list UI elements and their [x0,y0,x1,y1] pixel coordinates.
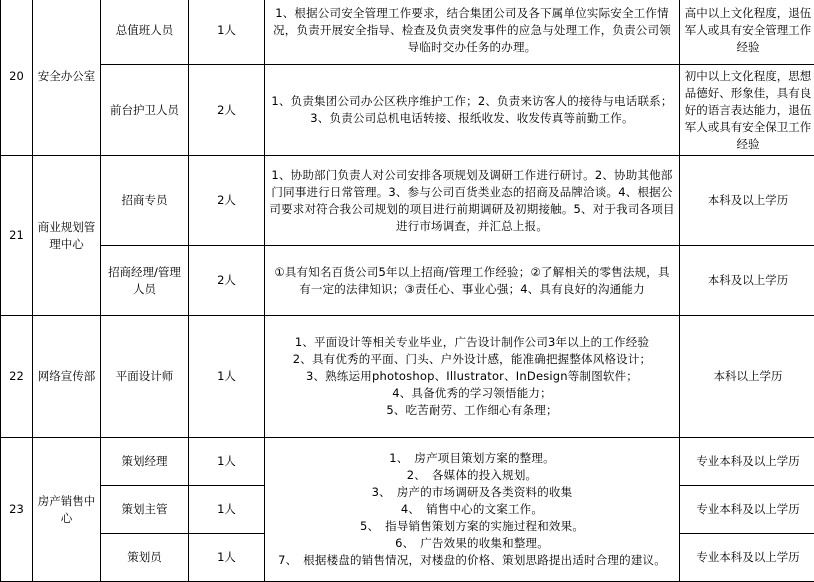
department-cell: 安全办公室 [33,0,101,156]
headcount: 1人 [189,534,265,582]
table-row [1,246,814,316]
department-cell: 网络宣传部 [33,316,101,438]
duty-line: 7、 根据楼盘的销售情况，对楼盘的价格、策划思路提出适时合理的建议。 [269,552,675,569]
requirements-cell: 本科及以上学历 [680,156,814,246]
duties-cell: 1、根据公司安全管理工作要求，结合集团公司及各下属单位实际安全工作情况，负责开展安全指导、检查及负责突发事件的应急与处理工作，负责公司领导临时交办任务的办理。 [265,0,680,65]
position-title: 策划主管 [101,486,189,534]
row-number: 22 [1,316,33,438]
requirements-cell: 本科以上学历 [680,316,814,438]
duty-line: 3、 房产的市场调研及各类资料的收集 [269,484,675,501]
requirements-cell: 高中以上文化程度，退伍军人或具有安全管理工作经验 [680,0,814,65]
headcount: 2人 [189,65,265,156]
requirements-cell: 专业本科及以上学历 [680,438,814,486]
duties-cell: 1、负责集团公司办公区秩序维护工作；2、负责来访客人的接待与电话联系；3、负责公司总机电话转接、报纸收发、收发传真等前勤工作。 [265,65,680,156]
duties-cell: ①具有知名百货公司5年以上招商/管理工作经验；②了解相关的零售法规，具有一定的法律知识；③责任心、事业心强；4、具有良好的沟通能力 [265,246,680,316]
duty-line: 2、 各媒体的投入规划。 [269,467,675,484]
table-row [1,316,814,438]
headcount: 1人 [189,0,265,65]
department-cell: 房产销售中心 [33,438,101,582]
requirements-cell: 专业本科及以上学历 [680,486,814,534]
duty-line: 1、 房产项目策划方案的整理。 [269,450,675,467]
requirements-cell: 本科及以上学历 [680,246,814,316]
duty-line: 6、 广告效果的收集和整理。 [269,535,675,552]
position-title: 平面设计师 [101,316,189,438]
duty-line: 4、具备优秀的学习领悟能力； [269,385,675,402]
position-title: 招商经理/管理人员 [101,246,189,316]
position-title: 前台护卫人员 [101,65,189,156]
headcount: 1人 [189,486,265,534]
row-number: 23 [1,438,33,582]
requirements-cell: 专业本科及以上学历 [680,534,814,582]
position-title: 招商专员 [101,156,189,246]
headcount: 2人 [189,156,265,246]
table-row [1,65,814,156]
duty-line: 4、 销售中心的文案工作。 [269,501,675,518]
requirements-cell: 初中以上文化程度，思想品德好、形象佳，具有良好的语言表达能力，退伍军人或具有安全保卫工作经验 [680,65,814,156]
position-title: 总值班人员 [101,0,189,65]
table-row [1,438,814,486]
table-row [1,156,814,246]
duties-cell [265,438,680,582]
headcount: 1人 [189,438,265,486]
duty-line: 5、吃苦耐劳、工作细心有条理； [269,402,675,419]
table-row [1,0,814,65]
position-title: 策划经理 [101,438,189,486]
duty-line: 5、 指导销售策划方案的实施过程和效果。 [269,518,675,535]
row-number: 20 [1,0,33,156]
position-title: 策划员 [101,534,189,582]
headcount: 2人 [189,246,265,316]
department-cell: 商业规划管理中心 [33,156,101,316]
duty-line: 1、平面设计等相关专业毕业，广告设计制作公司3年以上的工作经验 [269,334,675,351]
row-number: 21 [1,156,33,316]
duties-cell: 1、协助部门负责人对公司安排各项规划及调研工作进行研讨。2、协助其他部门同事进行日常管理。3、参与公司百货类业态的招商及品牌洽谈。4、根据公司要求对符合我公司规划的项目进行前期调研及初期接触。5、对于我司各项目进行市场调查，并汇总上报。 [265,156,680,246]
duty-line: 2、具有优秀的平面、门头、户外设计感，能准确把握整体风格设计； [269,351,675,368]
duty-line: 3、熟练运用photoshop、Illustrator、InDesign等制图软件； [269,368,675,385]
headcount: 1人 [189,316,265,438]
duties-cell [265,316,680,438]
